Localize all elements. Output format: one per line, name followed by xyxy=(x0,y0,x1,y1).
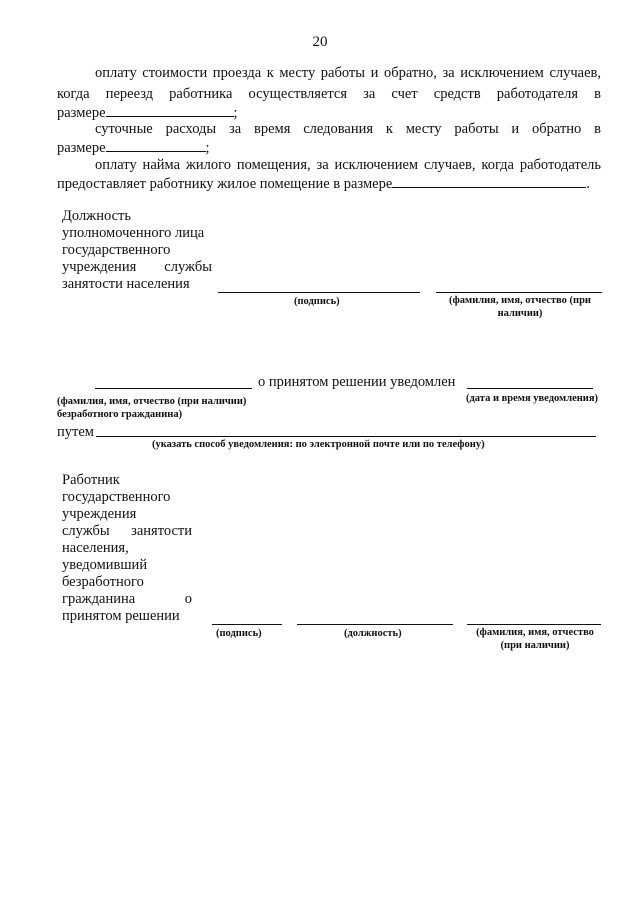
caption-signature-1: (подпись) xyxy=(294,296,340,307)
caption-signature-2: (подпись) xyxy=(216,628,262,639)
label-line: безработного xyxy=(62,574,144,590)
semicolon: ; xyxy=(205,140,210,156)
notification-text: о принятом решении уведомлен xyxy=(258,374,456,390)
position-line-2 xyxy=(297,624,453,625)
paragraph-2-line-2 xyxy=(57,139,210,157)
method-label: путем xyxy=(57,424,94,440)
notification-date-line xyxy=(467,388,593,389)
size-label: размере xyxy=(57,105,106,121)
paragraph-1-line-3 xyxy=(57,104,238,122)
paragraph-3-line-1: оплату найма жилого помещения, за исключением случаев, когда работодатель xyxy=(95,157,601,173)
caption-method: (указать способ уведомления: по электронной почте или по телефону) xyxy=(152,439,485,450)
label-line: учреждения службы xyxy=(62,259,212,275)
blank-field-amount-1 xyxy=(106,104,234,117)
page-number: 20 xyxy=(312,34,328,50)
caption-notification-date: (дата и время уведомления) xyxy=(466,393,599,404)
label-line: Должность xyxy=(62,208,131,224)
label-line: занятости населения xyxy=(62,276,190,292)
label-line: учреждения xyxy=(62,506,137,522)
housing-label: предоставляет работнику жилое помещение в размере xyxy=(57,176,393,192)
label-line: уполномоченного лица xyxy=(62,225,205,241)
period: . xyxy=(586,176,590,192)
label-line: принятом решении xyxy=(62,608,180,624)
method-line xyxy=(96,436,596,437)
caption-notified-person: (фамилия, имя, отчество (при наличии) безработного гражданина) xyxy=(57,396,247,420)
caption-name-2: (фамилия, имя, отчество (при наличии) xyxy=(476,627,594,651)
signature-block-2-label xyxy=(62,472,192,625)
paragraph-1-line-1: оплату стоимости проезда к месту работы и обратно, за исключением случаев, xyxy=(95,65,601,81)
paragraph-2-line-1: суточные расходы за время следования к месту работы и обратно в xyxy=(95,121,601,137)
name-line-2 xyxy=(467,624,601,625)
label-line: гражданина о xyxy=(62,591,192,607)
label-line: населения, xyxy=(62,540,129,556)
signature-line-2 xyxy=(212,624,282,625)
label-line: Работник xyxy=(62,472,120,488)
name-line-1 xyxy=(436,292,602,293)
paragraph-3-line-2 xyxy=(57,175,590,193)
signature-line-1 xyxy=(218,292,420,293)
semicolon: ; xyxy=(233,105,238,121)
blank-field-amount-3 xyxy=(392,175,586,188)
caption-position-2: (должность) xyxy=(344,628,402,639)
label-line: государственного xyxy=(62,489,171,505)
label-line: государственного xyxy=(62,242,171,258)
blank-field-amount-2 xyxy=(106,139,206,152)
label-line: службы занятости xyxy=(62,523,192,539)
paragraph-1-line-2: когда переезд работника осуществляется за счет средств работодателя в xyxy=(57,86,601,102)
label-line: уведомивший xyxy=(62,557,148,573)
signature-block-1-label xyxy=(62,208,212,293)
caption-name-1: (фамилия, имя, отчество (при наличии) xyxy=(449,295,591,319)
size-label: размере xyxy=(57,140,106,156)
notified-person-line xyxy=(95,388,252,389)
